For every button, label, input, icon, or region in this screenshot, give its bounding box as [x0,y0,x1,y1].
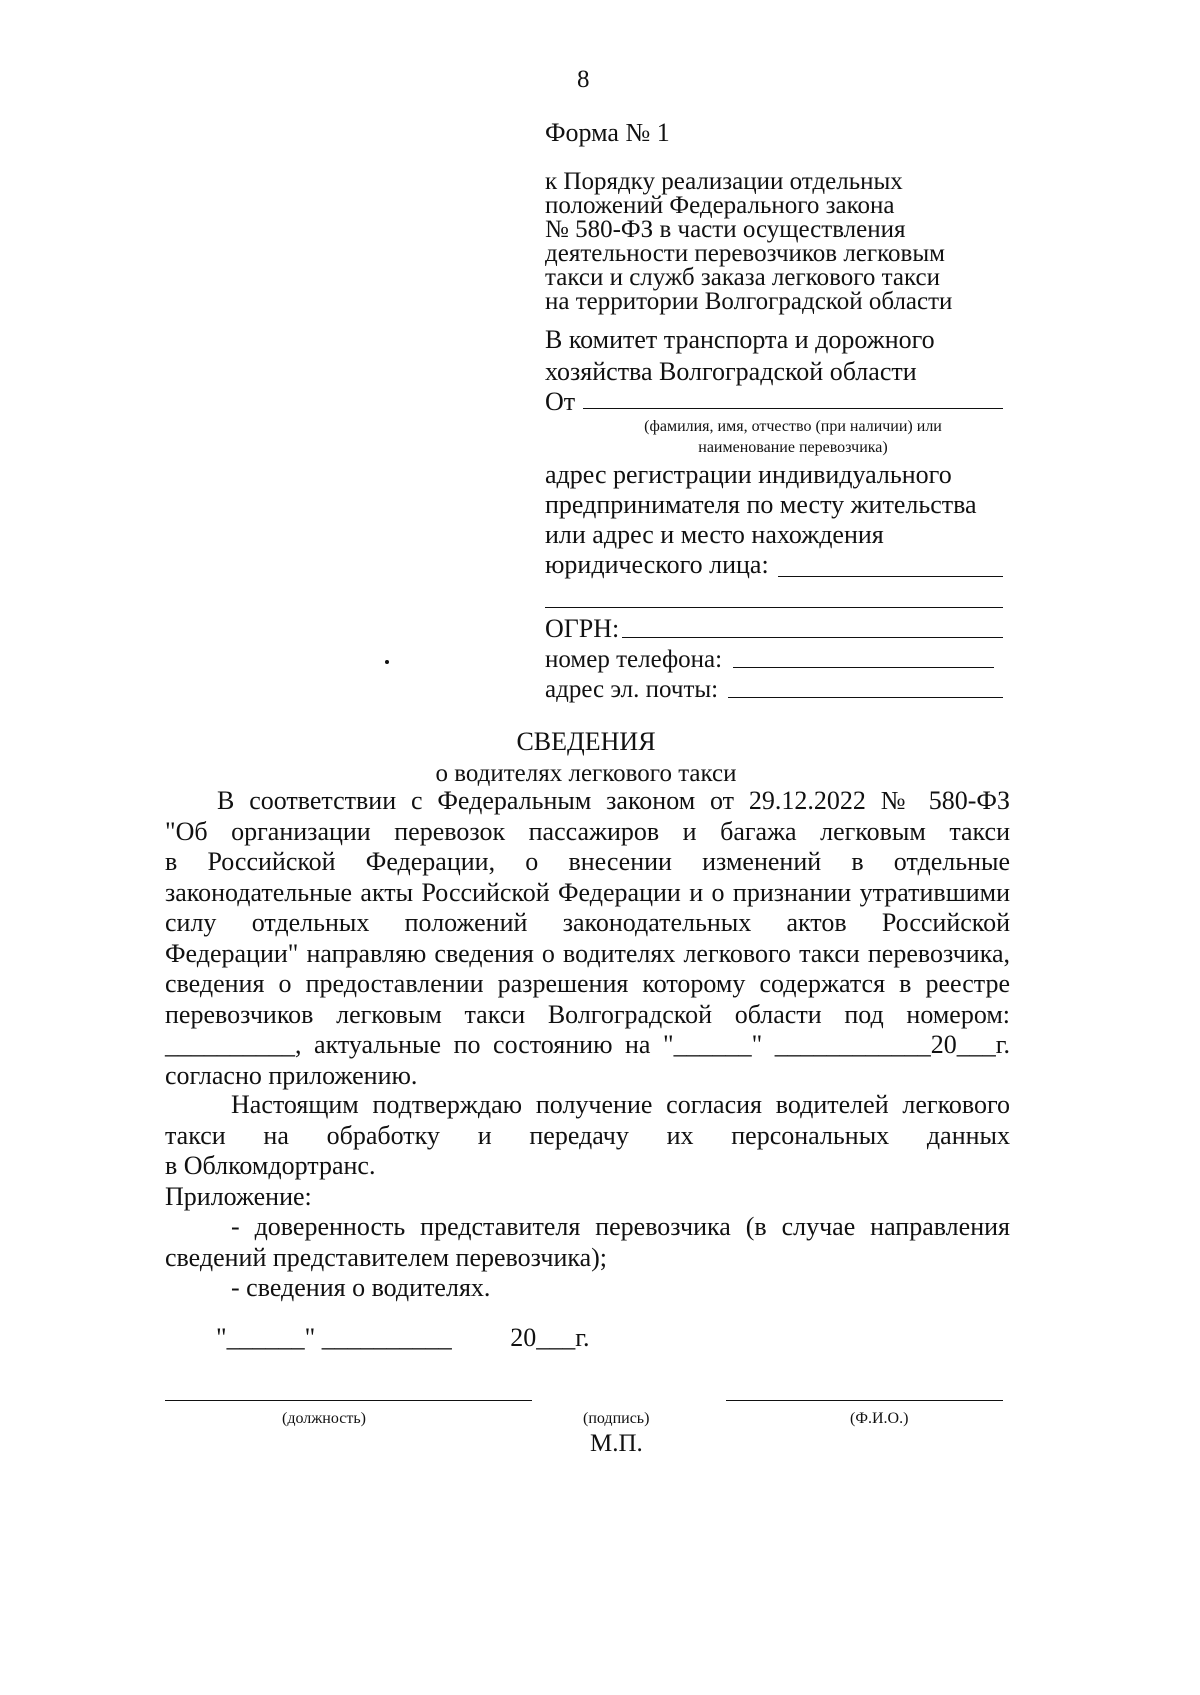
paragraph-line: силу отдельных положений законодательных актов Российской [165,908,1010,937]
paragraph-line: Федерации" направляю сведения о водителях легкового такси перевозчика, [165,938,1010,968]
paragraph-line: в Российской Федерации, о внесении изменений в отдельные [165,847,1010,876]
reference-block [545,168,1005,315]
address-input-line-2[interactable] [545,607,1003,608]
stray-dot [385,660,389,664]
appendix-label: Приложение: [165,1181,312,1211]
reference-line: деятельности перевозчиков легковым [545,240,945,267]
name-input-line[interactable] [726,1400,1003,1401]
reference-line: положений Федерального закона [545,192,895,219]
from-hint [583,416,1003,458]
address-line: предпринимателя по месту жительства [545,490,977,519]
reference-line: такси и служб заказа легкового такси [545,264,940,291]
reference-line: к Порядку реализации отдельных [545,168,903,195]
name-label: (Ф.И.О.) [850,1410,909,1427]
paragraph-line: __________, актуальные по состоянию на "______" ____________20___г. [165,1030,1010,1059]
from-label: От [545,387,576,416]
paragraph-line: В соответствии с Федеральным законом от 29.12.2022 № 580-ФЗ [217,786,1010,815]
addressee-block [545,324,1005,388]
address-last-label: юридического лица: [545,550,769,579]
document-subtitle: о водителях легкового такси [435,760,737,787]
address-input-line-1[interactable] [778,576,1003,577]
email-label: адрес эл. почты: [545,676,719,703]
paragraph-line: в Облкомдортранс. [165,1151,376,1180]
phone-input-line[interactable] [733,667,994,668]
appendix-item: сведений представителем перевозчика); [165,1242,608,1272]
address-line: адрес регистрации индивидуального [545,460,952,489]
stamp-label: М.П. [590,1430,643,1457]
phone-label: номер телефона: [545,646,723,673]
ogrn-label: ОГРН: [545,614,620,643]
ogrn-input-line[interactable] [622,637,1003,638]
addressee-line: хозяйства Волгоградской области [545,357,917,386]
page-number: 8 [577,66,590,93]
from-hint-line: наименование перевозчика) [698,439,888,456]
from-hint-line: (фамилия, имя, отчество (при наличии) или [644,418,942,435]
date-line: "______" __________ 20___г. [216,1323,590,1352]
appendix-item: - сведения о водителях. [231,1273,491,1302]
from-input-line[interactable] [583,408,1003,409]
paragraph-line: перевозчиков легковым такси Волгоградской области под номером: [165,999,1010,1029]
reference-line: № 580-ФЗ в части осуществления [545,216,906,243]
email-input-line[interactable] [728,697,1003,698]
position-input-line[interactable] [165,1400,532,1401]
appendix-item: - доверенность представителя перевозчика (в случае направления [231,1212,1010,1241]
position-label: (должность) [282,1410,366,1427]
reference-line: на территории Волгоградской области [545,288,953,315]
paragraph-line: такси на обработку и передачу их персональных данных [165,1120,1010,1150]
paragraph-line: сведения о предоставлении разрешения которому содержатся в реестре [165,969,1010,998]
form-number: Форма № 1 [545,118,670,147]
paragraph-1 [165,786,1010,1091]
paragraph-2 [165,1090,1010,1304]
document-title: СВЕДЕНИЯ [516,727,656,756]
addressee-line: В комитет транспорта и дорожного [545,325,935,354]
address-block [545,460,1015,580]
address-line: или адрес и место нахождения [545,520,884,549]
paragraph-line: "Об организации перевозок пассажиров и багажа легковым такси [165,816,1010,846]
signature-label: (подпись) [583,1410,650,1427]
paragraph-line: согласно приложению. [165,1060,418,1090]
paragraph-line: законодательные акты Российской Федерации и о признании утратившими [165,877,1010,907]
paragraph-line: Настоящим подтверждаю получение согласия водителей легкового [231,1090,1010,1119]
